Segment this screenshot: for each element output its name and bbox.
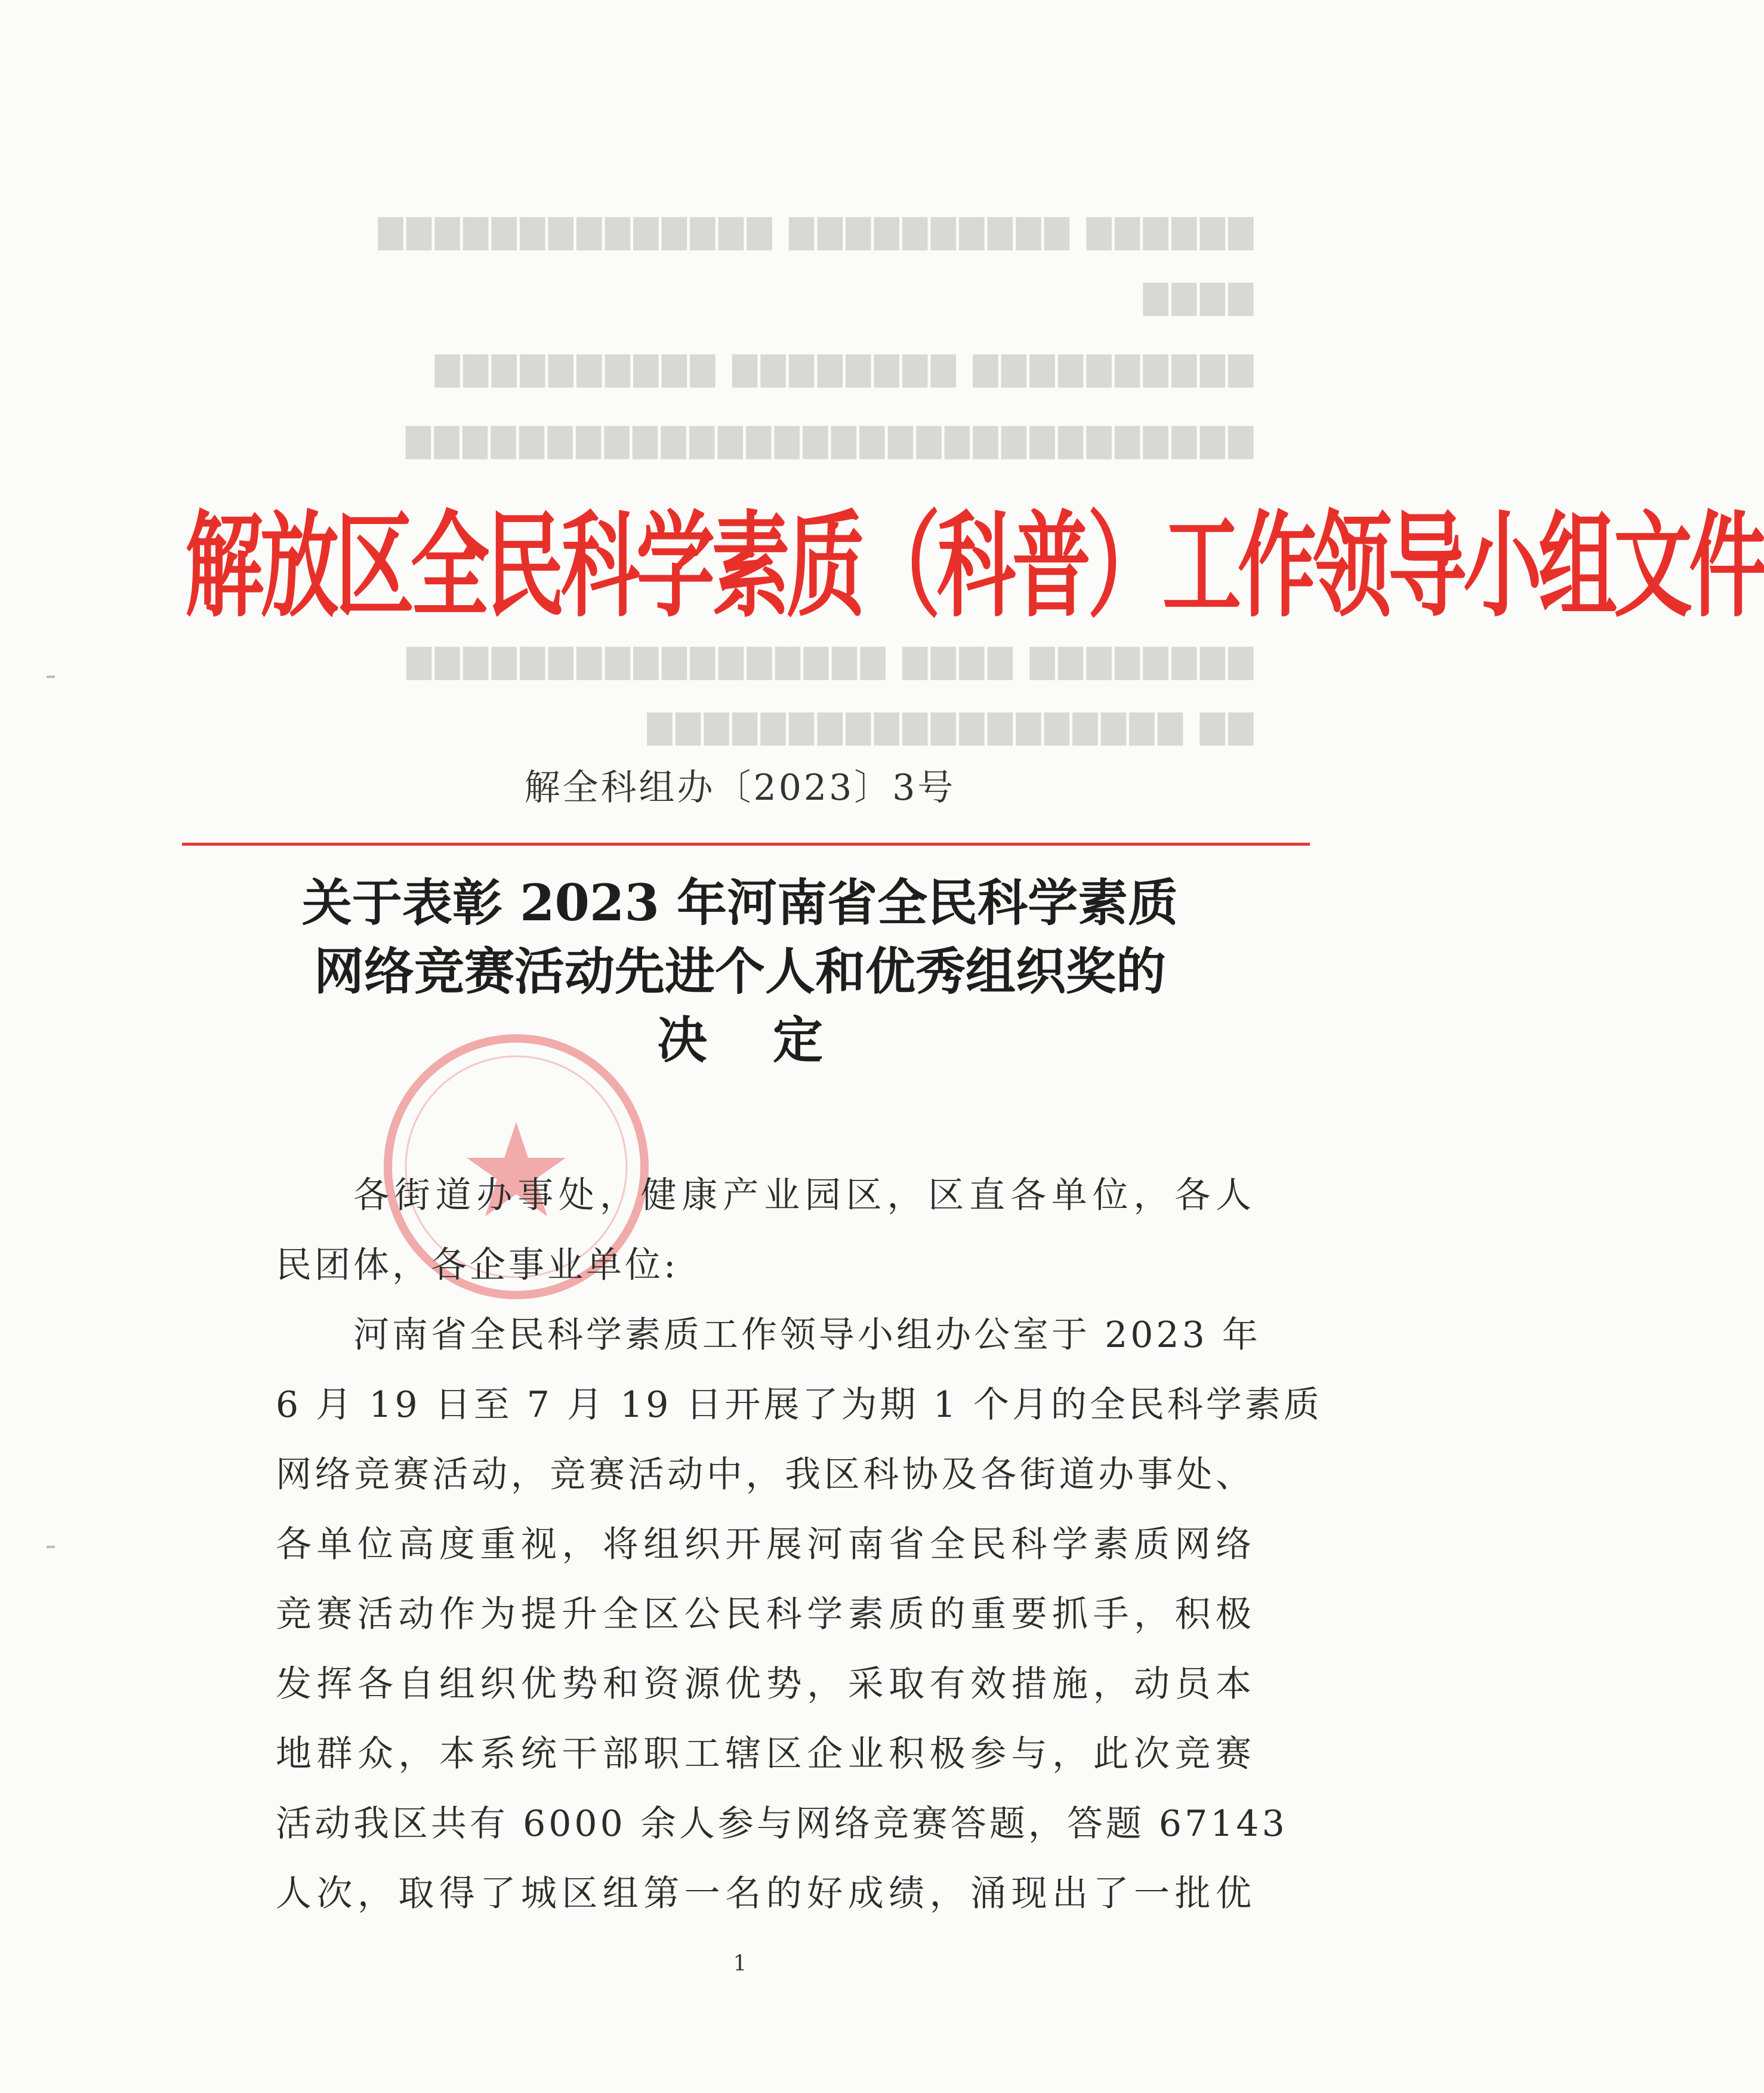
body-line: 各街道办事处，健康产业园区，区直各单位，各人 [353,1175,1254,1216]
body-line: 地群众，本系统干部职工辖区企业积极参与，此次竞赛 [276,1733,1254,1775]
title-line-3: 决定 [656,1010,889,1069]
binding-mark [47,676,55,678]
document-body [276,1161,1322,1929]
document-title [0,868,1480,1074]
body-line: 民团体，各企事业单位: [276,1244,679,1286]
body-line: 发挥各自组织优势和资源优势，采取有效措施，动员本 [276,1663,1254,1705]
body-line: 网络竞赛活动，竞赛活动中，我区科协及各街道办事处、 [276,1454,1254,1496]
body-line: 河南省全民科学素质工作领导小组办公室于 2023 年 [353,1314,1261,1356]
bleed-through-text: ▇▇▇▇▇▇ ▇▇▇▇▇▇▇▇▇▇ ▇▇▇▇▇▇▇▇▇▇▇▇▇▇ [374,212,1253,250]
body-line: 6 月 19 日至 7 月 19 日开展了为期 1 个月的全民科学素质 [276,1384,1322,1426]
bleed-through-text: ▇▇▇▇▇▇▇▇▇▇▇▇▇▇▇▇▇▇▇▇▇▇▇▇▇▇▇▇▇▇ [402,421,1253,459]
red-divider-rule [182,843,1310,846]
body-line: 竞赛活动作为提升全区公民科学素质的重要抓手，积极 [276,1593,1254,1635]
bleed-through-text: ▇▇▇▇▇▇▇▇▇▇ ▇▇▇▇▇▇▇▇ ▇▇▇▇▇▇▇▇▇▇ [431,350,1253,387]
binding-mark [47,1546,55,1548]
body-line: 各单位高度重视，将组织开展河南省全民科学素质网络 [276,1524,1254,1565]
bleed-through-text: ▇▇▇▇▇▇▇▇ ▇▇▇▇ ▇▇▇▇▇▇▇▇▇▇▇▇▇▇▇▇▇ [403,642,1253,680]
bleed-through-text: ▇▇▇▇ [1139,278,1253,316]
body-line: 人次，取得了城区组第一名的好成绩，涌现出了一批优 [276,1873,1254,1915]
title-line-1: 关于表彰 2023 年河南省全民科学素质 [301,873,1179,932]
page-number: 1 [733,1952,747,1976]
title-line-2: 网络竞赛活动先进个人和优秀组织奖的 [313,942,1166,1001]
document-number: 解全科组办〔2023〕3号 [524,767,956,809]
body-line: 活动我区共有 6000 余人参与网络竞赛答题，答题 67143 [276,1803,1288,1845]
issuing-org-header: 解放区全民科学素质（科普）工作领导小组文件 [185,500,1764,634]
bleed-through-text: ▇▇ ▇▇▇▇▇▇▇▇▇▇▇▇▇▇▇▇▇▇▇ [643,708,1253,745]
